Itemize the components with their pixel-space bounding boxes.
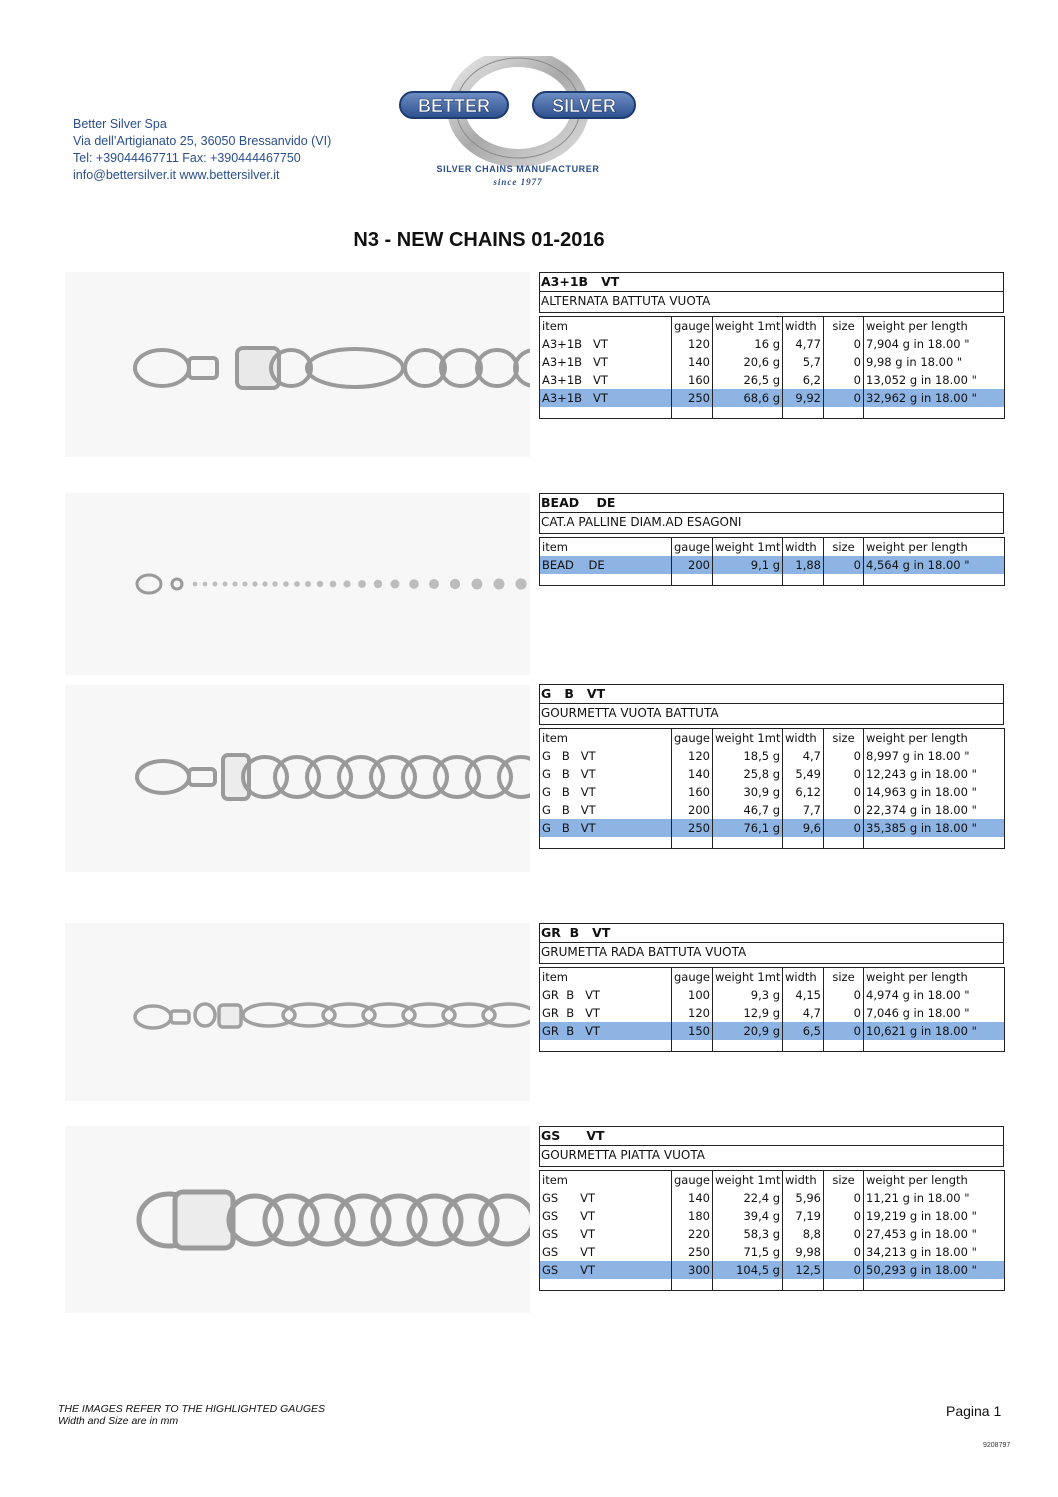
spec-header-row	[540, 538, 1005, 556]
cell-length: 35,385 g in 18.00 "	[864, 819, 1005, 837]
header-weight: weight 1mt	[713, 538, 783, 556]
table-row-blank	[540, 837, 1005, 849]
header-size: size	[824, 317, 864, 335]
cell-width: 7,7	[783, 801, 824, 819]
page-title: N3 - NEW CHAINS 01-2016	[353, 229, 605, 251]
cell-item: GS VT	[540, 1225, 672, 1243]
header-item: item	[540, 1171, 672, 1189]
header-weight: weight 1mt	[713, 968, 783, 986]
cell-size: 0	[824, 389, 864, 407]
cell-length: 34,213 g in 18.00 "	[864, 1243, 1005, 1261]
cell-weight: 71,5 g	[713, 1243, 783, 1261]
company-info	[73, 116, 331, 184]
header-width: width	[783, 968, 824, 986]
cell-width: 7,19	[783, 1207, 824, 1225]
logo-tagline: SILVER CHAINS MANUFACTURER	[436, 164, 600, 174]
table-row	[540, 1004, 1005, 1022]
cell-gauge: 160	[672, 371, 713, 389]
cell-item: G B VT	[540, 819, 672, 837]
cell-item: BEAD DE	[540, 556, 672, 574]
cell-item: GS VT	[540, 1243, 672, 1261]
company-name: Better Silver Spa	[73, 117, 167, 131]
table-row	[540, 1225, 1005, 1243]
table-row-highlighted	[540, 556, 1005, 574]
cell-size: 0	[824, 371, 864, 389]
cell-gauge: 140	[672, 353, 713, 371]
header-size: size	[824, 1171, 864, 1189]
chain-code: A3+1B VT	[539, 272, 1004, 292]
cell-item: GS VT	[540, 1207, 672, 1225]
spec-header-row	[540, 317, 1005, 335]
cell-gauge: 120	[672, 1004, 713, 1022]
header-length: weight per length	[864, 968, 1005, 986]
header-width: width	[783, 1171, 824, 1189]
table-row-highlighted	[540, 819, 1005, 837]
cell-gauge: 180	[672, 1207, 713, 1225]
cell-width: 12,5	[783, 1261, 824, 1279]
header-width: width	[783, 317, 824, 335]
cell-width: 5,49	[783, 765, 824, 783]
cell-size: 0	[824, 783, 864, 801]
cell-gauge: 120	[672, 747, 713, 765]
chain-description: GOURMETTA PIATTA VUOTA	[539, 1146, 1004, 1167]
table-row-blank	[540, 407, 1005, 419]
cell-item: GS VT	[540, 1189, 672, 1207]
cell-width: 4,15	[783, 986, 824, 1004]
cell-gauge: 200	[672, 801, 713, 819]
header-length: weight per length	[864, 317, 1005, 335]
footer-note-units: Width and Size are in mm	[58, 1415, 179, 1427]
chain-photo-a3-1b	[65, 272, 530, 457]
cell-item: GR B VT	[540, 986, 672, 1004]
cell-length: 14,963 g in 18.00 "	[864, 783, 1005, 801]
table-row	[540, 353, 1005, 371]
spec-table	[539, 1170, 1005, 1291]
table-row	[540, 1243, 1005, 1261]
header-item: item	[540, 538, 672, 556]
table-row	[540, 371, 1005, 389]
cell-gauge: 250	[672, 389, 713, 407]
cell-item: G B VT	[540, 747, 672, 765]
cell-weight: 22,4 g	[713, 1189, 783, 1207]
spec-table	[539, 967, 1005, 1052]
chain-description: CAT.A PALLINE DIAM.AD ESAGONI	[539, 513, 1004, 534]
table-row-highlighted	[540, 389, 1005, 407]
cell-size: 0	[824, 1261, 864, 1279]
header-weight: weight 1mt	[713, 729, 783, 747]
cell-length: 7,046 g in 18.00 "	[864, 1004, 1005, 1022]
cell-size: 0	[824, 353, 864, 371]
cell-gauge: 150	[672, 1022, 713, 1040]
cell-size: 0	[824, 747, 864, 765]
spec-table	[539, 316, 1005, 419]
cell-size: 0	[824, 335, 864, 353]
cell-size: 0	[824, 1225, 864, 1243]
chain-description: GOURMETTA VUOTA BATTUTA	[539, 704, 1004, 725]
cell-length: 4,974 g in 18.00 "	[864, 986, 1005, 1004]
cell-item: GR B VT	[540, 1022, 672, 1040]
cell-weight: 18,5 g	[713, 747, 783, 765]
cell-width: 9,92	[783, 389, 824, 407]
cell-width: 1,88	[783, 556, 824, 574]
table-row-blank	[540, 1279, 1005, 1291]
cell-item: G B VT	[540, 783, 672, 801]
cell-weight: 68,6 g	[713, 389, 783, 407]
header-weight: weight 1mt	[713, 317, 783, 335]
cell-weight: 9,1 g	[713, 556, 783, 574]
cell-gauge: 220	[672, 1225, 713, 1243]
cell-weight: 76,1 g	[713, 819, 783, 837]
cell-weight: 20,9 g	[713, 1022, 783, 1040]
cell-item: A3+1B VT	[540, 335, 672, 353]
cell-size: 0	[824, 1189, 864, 1207]
table-row	[540, 765, 1005, 783]
footer-note-images: THE IMAGES REFER TO THE HIGHLIGHTED GAUGES	[58, 1403, 326, 1415]
cell-weight: 25,8 g	[713, 765, 783, 783]
cell-width: 4,7	[783, 747, 824, 765]
chain-block-bead	[539, 493, 1004, 586]
table-row	[540, 783, 1005, 801]
cell-length: 11,21 g in 18.00 "	[864, 1189, 1005, 1207]
cell-weight: 26,5 g	[713, 371, 783, 389]
chain-block-g-b	[539, 684, 1004, 849]
cell-width: 4,77	[783, 335, 824, 353]
table-row-blank	[540, 1040, 1005, 1052]
header-width: width	[783, 538, 824, 556]
cell-gauge: 140	[672, 765, 713, 783]
cell-item: GR B VT	[540, 1004, 672, 1022]
cell-length: 13,052 g in 18.00 "	[864, 371, 1005, 389]
company-phone: Tel: +39044467711 Fax: +390444467750	[73, 151, 301, 165]
cell-item: G B VT	[540, 801, 672, 819]
cell-width: 9,6	[783, 819, 824, 837]
cell-length: 12,243 g in 18.00 "	[864, 765, 1005, 783]
header-weight: weight 1mt	[713, 1171, 783, 1189]
table-row	[540, 1189, 1005, 1207]
header-item: item	[540, 317, 672, 335]
header-gauge: gauge	[672, 968, 713, 986]
chain-code: GR B VT	[539, 923, 1004, 943]
cell-gauge: 300	[672, 1261, 713, 1279]
chain-photo-gs	[65, 1126, 530, 1313]
chain-block-a3-1b	[539, 272, 1004, 419]
cell-size: 0	[824, 1022, 864, 1040]
cell-gauge: 120	[672, 335, 713, 353]
cell-length: 10,621 g in 18.00 "	[864, 1022, 1005, 1040]
header-length: weight per length	[864, 729, 1005, 747]
header-gauge: gauge	[672, 538, 713, 556]
cell-gauge: 140	[672, 1189, 713, 1207]
footer-note	[58, 1403, 325, 1427]
chain-block-gr-b	[539, 923, 1004, 1052]
chain-photo-gr-b	[65, 923, 530, 1101]
cell-size: 0	[824, 1243, 864, 1261]
cell-length: 7,904 g in 18.00 "	[864, 335, 1005, 353]
header-gauge: gauge	[672, 729, 713, 747]
cell-gauge: 200	[672, 556, 713, 574]
logo-word-silver: SILVER	[552, 96, 616, 116]
cell-size: 0	[824, 801, 864, 819]
table-row-highlighted	[540, 1261, 1005, 1279]
cell-weight: 30,9 g	[713, 783, 783, 801]
chain-description: GRUMETTA RADA BATTUTA VUOTA	[539, 943, 1004, 964]
spec-table	[539, 728, 1005, 849]
logo-word-better: BETTER	[418, 96, 490, 116]
cell-item: A3+1B VT	[540, 371, 672, 389]
cell-width: 6,12	[783, 783, 824, 801]
cell-weight: 20,6 g	[713, 353, 783, 371]
cell-width: 6,2	[783, 371, 824, 389]
table-row	[540, 335, 1005, 353]
page-number: Pagina 1	[946, 1403, 1002, 1419]
cell-weight: 16 g	[713, 335, 783, 353]
spec-header-row	[540, 1171, 1005, 1189]
cell-gauge: 250	[672, 1243, 713, 1261]
header-size: size	[824, 729, 864, 747]
cell-width: 5,7	[783, 353, 824, 371]
chain-code: G B VT	[539, 684, 1004, 704]
table-row	[540, 986, 1005, 1004]
document-code: 9208797	[983, 1442, 1011, 1449]
cell-width: 5,96	[783, 1189, 824, 1207]
spec-header-row	[540, 729, 1005, 747]
cell-size: 0	[824, 986, 864, 1004]
table-row-blank	[540, 574, 1005, 586]
chain-block-gs	[539, 1126, 1004, 1291]
spec-table	[539, 537, 1005, 586]
table-row	[540, 801, 1005, 819]
cell-size: 0	[824, 1207, 864, 1225]
header-size: size	[824, 968, 864, 986]
chain-photo-g-b	[65, 685, 530, 872]
cell-weight: 58,3 g	[713, 1225, 783, 1243]
cell-gauge: 160	[672, 783, 713, 801]
cell-width: 9,98	[783, 1243, 824, 1261]
cell-item: GS VT	[540, 1261, 672, 1279]
cell-size: 0	[824, 556, 864, 574]
header-item: item	[540, 968, 672, 986]
cell-length: 4,564 g in 18.00 "	[864, 556, 1005, 574]
cell-size: 0	[824, 765, 864, 783]
header-gauge: gauge	[672, 1171, 713, 1189]
logo-since: since 1977	[493, 177, 543, 187]
cell-gauge: 100	[672, 986, 713, 1004]
cell-size: 0	[824, 819, 864, 837]
cell-length: 50,293 g in 18.00 "	[864, 1261, 1005, 1279]
header-size: size	[824, 538, 864, 556]
table-row-highlighted	[540, 1022, 1005, 1040]
cell-width: 6,5	[783, 1022, 824, 1040]
cell-weight: 9,3 g	[713, 986, 783, 1004]
cell-weight: 104,5 g	[713, 1261, 783, 1279]
cell-item: A3+1B VT	[540, 353, 672, 371]
table-row	[540, 747, 1005, 765]
header-item: item	[540, 729, 672, 747]
header-length: weight per length	[864, 1171, 1005, 1189]
cell-length: 19,219 g in 18.00 "	[864, 1207, 1005, 1225]
cell-width: 8,8	[783, 1225, 824, 1243]
cell-length: 27,453 g in 18.00 "	[864, 1225, 1005, 1243]
cell-size: 0	[824, 1004, 864, 1022]
company-contact: info@bettersilver.it www.bettersilver.it	[73, 168, 280, 182]
spec-header-row	[540, 968, 1005, 986]
cell-width: 4,7	[783, 1004, 824, 1022]
cell-gauge: 250	[672, 819, 713, 837]
cell-weight: 12,9 g	[713, 1004, 783, 1022]
header-width: width	[783, 729, 824, 747]
cell-item: A3+1B VT	[540, 389, 672, 407]
cell-length: 32,962 g in 18.00 "	[864, 389, 1005, 407]
cell-length: 22,374 g in 18.00 "	[864, 801, 1005, 819]
header-gauge: gauge	[672, 317, 713, 335]
chain-code: GS VT	[539, 1126, 1004, 1146]
cell-length: 9,98 g in 18.00 "	[864, 353, 1005, 371]
chain-photo-bead	[65, 493, 530, 675]
header-length: weight per length	[864, 538, 1005, 556]
company-address: Via dell’Artigianato 25, 36050 Bressanvido (VI)	[73, 134, 332, 148]
chain-code: BEAD DE	[539, 493, 1004, 513]
chain-description: ALTERNATA BATTUTA VUOTA	[539, 292, 1004, 313]
cell-item: G B VT	[540, 765, 672, 783]
cell-weight: 39,4 g	[713, 1207, 783, 1225]
cell-length: 8,997 g in 18.00 "	[864, 747, 1005, 765]
cell-weight: 46,7 g	[713, 801, 783, 819]
table-row	[540, 1207, 1005, 1225]
